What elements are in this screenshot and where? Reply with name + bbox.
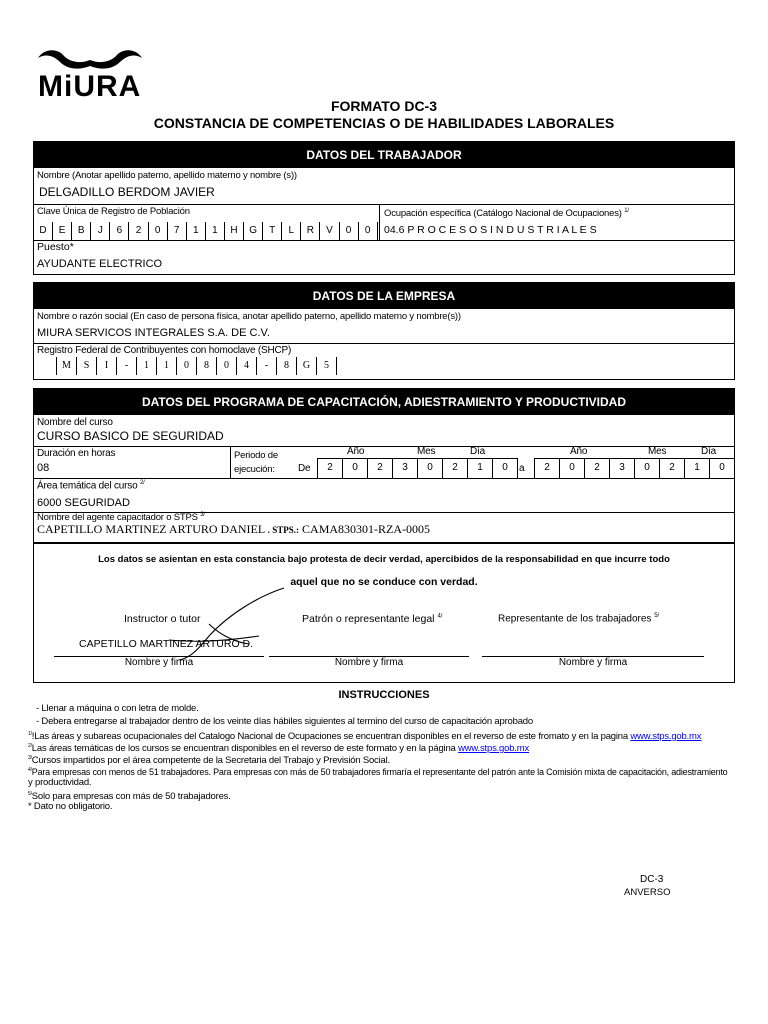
agente-label: Nombre del agente capacitador o STPS $^{3/}$ — [37, 512, 205, 524]
rfc-char: 1 — [157, 357, 177, 375]
curso-label: Nombre del curso — [37, 417, 113, 428]
curso-field[interactable]: CURSO BASICO DE SEGURIDAD — [37, 429, 224, 443]
curp-char: V — [320, 222, 339, 240]
puesto-field[interactable]: AYUDANTE ELECTRICO — [37, 258, 163, 270]
rfc-char: 4 — [237, 357, 257, 375]
curp-char: 6 — [110, 222, 129, 240]
curp-char: E — [53, 222, 72, 240]
ano-label-2: Año — [570, 446, 588, 457]
curp-char: D — [34, 222, 53, 240]
declaracion-line-2: aquel que no se conduce con verdad. — [290, 576, 478, 588]
agente-field[interactable]: CAPETILLO MARTINEZ ARTURO DANIEL . STPS.: CAMA830301-RZA-0005 — [37, 522, 431, 536]
nota-5: $^{5/}$Solo para empresas con más de 50 trabajadores. — [28, 791, 231, 803]
fecha-inicio-field[interactable] — [317, 458, 518, 478]
mes-label-2: Mes — [648, 446, 667, 457]
footer-side: ANVERSO — [624, 887, 671, 898]
rfc-char: 0 — [177, 357, 197, 375]
nombre-label: Nombre (Anotar apellido paterno, apellido materno y nombre (s)) — [37, 170, 297, 181]
stps-link-1[interactable]: www.stps.gob.mx — [630, 731, 702, 743]
empresa-header: DATOS DE LA EMPRESA — [34, 283, 734, 309]
rfc-char: 8 — [277, 357, 297, 375]
programa-header: DATOS DEL PROGRAMA DE CAPACITACIÓN, ADIESTRAMIENTO Y PRODUCTIVIDAD — [34, 389, 734, 415]
firma-instructor: Nombre y firma — [124, 657, 194, 668]
programa-section — [33, 388, 735, 543]
fin-char: 2 — [535, 458, 560, 478]
inicio-char: 0 — [493, 458, 518, 478]
patron-label: Patrón o representante legal $^{4/}$ — [302, 613, 443, 625]
ocupacion-label: Ocupación específica (Catálogo Nacional de Ocupaciones) $^{1/}$ — [384, 208, 629, 220]
dia-label-1: Día — [470, 446, 485, 457]
instructor-label: Instructor o tutor — [124, 613, 201, 625]
periodo-label-1: Periodo de — [234, 450, 278, 461]
fin-char: 1 — [685, 458, 710, 478]
curp-char: G — [244, 222, 263, 240]
curp-char: L — [282, 222, 301, 240]
declaracion-line-1: Los datos se asientan en esta constancia bajo protesta de decir verdad, apercibidos de la responsabilidad en que incurre todo — [98, 554, 670, 565]
inicio-char: 2 — [443, 458, 468, 478]
rfc-char: G — [297, 357, 317, 375]
instrucciones-title: INSTRUCCIONES — [338, 689, 430, 701]
nombre-field[interactable]: DELGADILLO BERDOM JAVIER — [39, 185, 215, 199]
fin-char: 3 — [610, 458, 635, 478]
miura-logo: MiURA — [38, 70, 142, 103]
puesto-label: Puesto* — [37, 241, 74, 253]
firmas-section — [33, 543, 735, 683]
nota-6: * Dato no obligatorio. — [28, 801, 113, 812]
firma-patron: Nombre y firma — [334, 657, 404, 668]
fin-char: 2 — [660, 458, 685, 478]
fin-char: 0 — [560, 458, 585, 478]
instruccion-1: - Llenar a máquina o con letra de molde. — [36, 703, 199, 714]
curp-char: 0 — [340, 222, 359, 240]
rfc-char: M — [57, 357, 77, 375]
curp-char: 0 — [149, 222, 168, 240]
curp-char: T — [263, 222, 282, 240]
de-label: De — [298, 463, 311, 474]
form-title: FORMATO DC-3 — [330, 98, 438, 114]
rfc-char: 0 — [217, 357, 237, 375]
curp-char: B — [72, 222, 91, 240]
curp-char: J — [91, 222, 110, 240]
rfc-char: - — [117, 357, 137, 375]
inicio-char: 0 — [343, 458, 368, 478]
area-field[interactable]: 6000 SEGURIDAD — [37, 497, 130, 509]
curp-char: R — [301, 222, 320, 240]
fecha-fin-field[interactable] — [534, 458, 735, 478]
ano-label-1: Año — [347, 446, 365, 457]
a-label: a — [519, 463, 525, 474]
curp-char: 7 — [168, 222, 187, 240]
rfc-field[interactable] — [56, 357, 337, 375]
curp-label: Clave Única de Registro de Población — [37, 206, 190, 217]
rfc-char: - — [257, 357, 277, 375]
periodo-label-2: ejecución: — [234, 464, 275, 475]
duracion-field[interactable]: 08 — [37, 462, 50, 474]
fin-char: 0 — [635, 458, 660, 478]
ocupacion-field[interactable]: 04.6 P R O C E S O S I N D U S T R I A L E S — [384, 224, 597, 236]
firma-representante: Nombre y firma — [558, 657, 628, 668]
duracion-label: Duración en horas — [37, 448, 116, 459]
trabajador-section — [33, 141, 735, 275]
rfc-char: 5 — [317, 357, 337, 375]
nota-4: $^{4/}$Para empresas con menos de 51 trabajadores. Para empresas con más de 50 trabajadores firmaría el representante del patrón ante la Comisión mixta de capacitación, adiestramiento — [28, 767, 728, 777]
curp-field[interactable] — [34, 222, 378, 240]
form-subtitle: CONSTANCIA DE COMPETENCIAS O DE HABILIDADES LABORALES — [153, 115, 615, 131]
empresa-section — [33, 282, 735, 380]
nota-3: $^{3/}$Cursos impartidos por el área competente de la Secretaria del Trabajo y Previsión Social. — [28, 755, 390, 767]
razon-label: Nombre o razón social (En caso de persona física, anotar apellido paterno, apellido materno y nombre(s)) — [37, 311, 461, 322]
area-label: Área temática del curso $^{2/}$ — [37, 480, 145, 492]
mes-label-1: Mes — [417, 446, 436, 457]
inicio-char: 3 — [393, 458, 418, 478]
curp-char: 1 — [206, 222, 225, 240]
rfc-char: S — [77, 357, 97, 375]
fin-char: 0 — [710, 458, 735, 478]
curp-char: 1 — [187, 222, 206, 240]
representante-label: Representante de los trabajadores $^{5/}$ — [498, 613, 660, 625]
razon-field[interactable]: MIURA SERVICOS INTEGRALES S.A. DE C.V. — [37, 327, 270, 339]
rfc-label: Registro Federal de Contribuyentes con homoclave (SHCP) — [37, 345, 292, 356]
inicio-char: 2 — [368, 458, 393, 478]
stps-link-2[interactable]: www.stps.gob.mx — [458, 743, 530, 755]
rfc-char: 8 — [197, 357, 217, 375]
inicio-char: 2 — [318, 458, 343, 478]
inicio-char: 1 — [468, 458, 493, 478]
rfc-char: I — [97, 357, 117, 375]
footer-code: DC-3 — [640, 874, 664, 885]
curp-char: H — [225, 222, 244, 240]
nota-2: $^{2/}$Las áreas temáticas de los cursos se encuentran disponibles en el reverso de este formato y en la página www.stps.gob.mx — [28, 743, 530, 755]
nota-4b: y productividad. — [28, 777, 92, 788]
curp-char: 2 — [129, 222, 148, 240]
dia-label-2: Día — [701, 446, 716, 457]
curp-char: 0 — [359, 222, 378, 240]
inicio-char: 0 — [418, 458, 443, 478]
instructor-signature — [109, 584, 289, 664]
rfc-char: 1 — [137, 357, 157, 375]
nota-1: $^{1/}$!Las áreas y subareas ocupacionales del Catalogo Nacional de Ocupaciones se encuentran disponibles en el reverso de este fromato y en la pagina www.stps.gob.mx — [28, 731, 702, 743]
instruccion-2: - Debera entregarse al trabajador dentro de los veinte días hábiles siguientes al termino del curso de capacitación aprobado — [36, 716, 533, 727]
instructor-nombre: CAPETILLO MARTINEZ ARTURO D. — [79, 638, 254, 650]
trabajador-header: DATOS DEL TRABAJADOR — [34, 142, 734, 168]
fin-char: 2 — [585, 458, 610, 478]
